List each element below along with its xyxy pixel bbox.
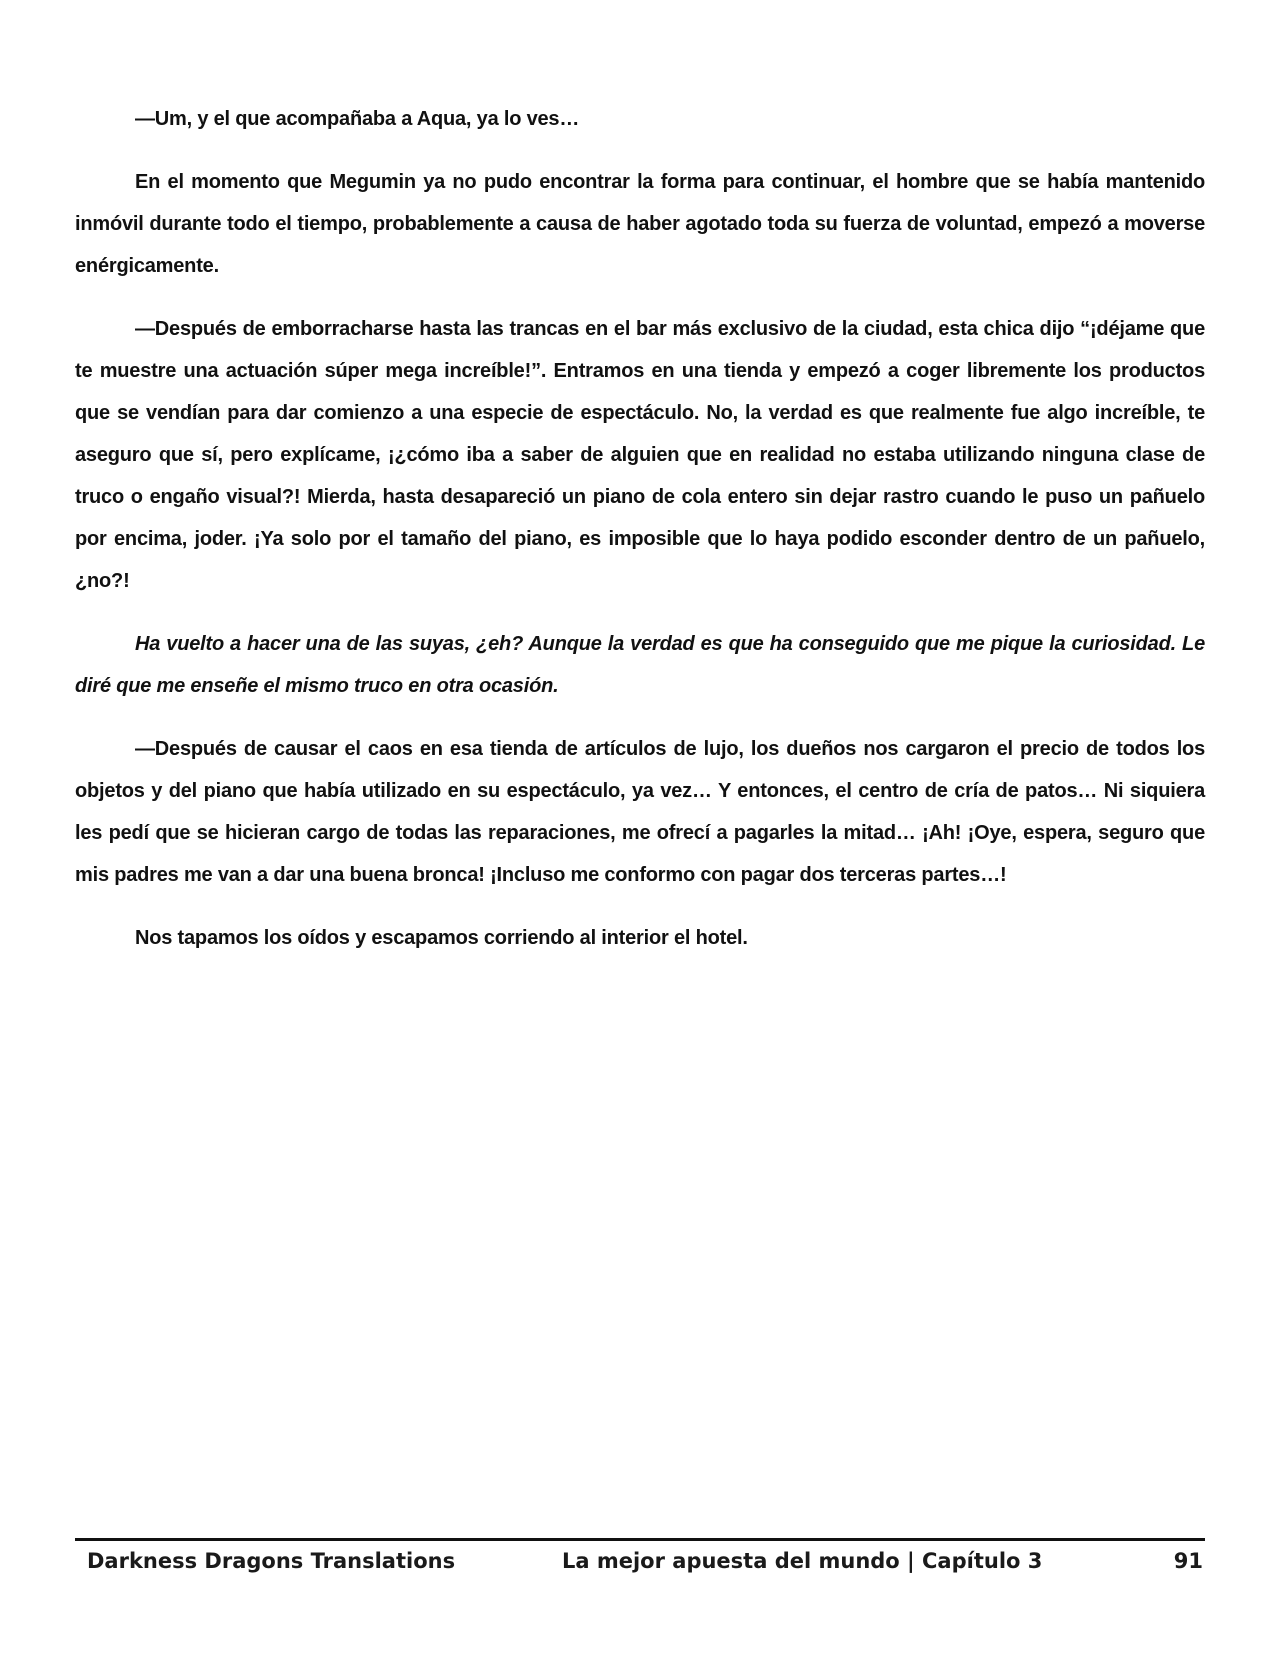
paragraph: Nos tapamos los oídos y escapamos corriendo al interior el hotel. [135,927,748,949]
paragraph-italic: Ha vuelto a hacer una de las suyas, ¿eh? Aunque la verdad es que ha conseguido que me pique la curiosidad. Le diré que me enseñe el mismo truco en otra ocasión. [75,633,1205,697]
footer-chapter-title: La mejor apuesta del mundo | Capítulo 3 [562,1549,1043,1573]
footer-divider [75,1538,1205,1541]
page-footer [75,1549,1205,1583]
page-body [75,98,1205,980]
paragraph: —Um, y el que acompañaba a Aqua, ya lo ves… [135,108,580,130]
paragraph: —Después de emborracharse hasta las trancas en el bar más exclusivo de la ciudad, esta chica dijo “¡déjame que te muestre una actuación súper mega increíble!”. Entramos en una tienda y empezó a coger libremente los productos que se vendían para dar comienzo a una especie de espectáculo. No, la verdad es que realmente fue algo increíble, te aseguro que sí, pero explícame, ¡¿cómo iba a saber de alguien que en realidad no estaba utilizando ninguna clase de truco o engaño visual?! Mierda, hasta desapareció un piano de cola entero sin dejar rastro cuando le puso un pañuelo por encima, joder. ¡Ya solo por el tamaño del piano, es imposible que lo haya podido esconder dentro de un pañuelo, ¿no?! [75,318,1205,592]
paragraph: —Después de causar el caos en esa tienda de artículos de lujo, los dueños nos cargaron el precio de todos los objetos y del piano que había utilizado en su espectáculo, ya vez… Y entonces, el centro de cría de patos… Ni siquiera les pedí que se hicieran cargo de todas las reparaciones, me ofrecí a pagarles la mitad… ¡Ah! ¡Oye, espera, seguro que mis padres me van a dar una buena bronca! ¡Incluso me conformo con pagar dos terceras partes…! [75,738,1205,886]
page-number: 91 [1173,1549,1203,1573]
paragraph: En el momento que Megumin ya no pudo encontrar la forma para continuar, el hombre que se había mantenido inmóvil durante todo el tiempo, probablemente a causa de haber agotado toda su fuerza de voluntad, empezó a moverse enérgicamente. [75,171,1205,277]
footer-translator: Darkness Dragons Translations [87,1549,456,1573]
